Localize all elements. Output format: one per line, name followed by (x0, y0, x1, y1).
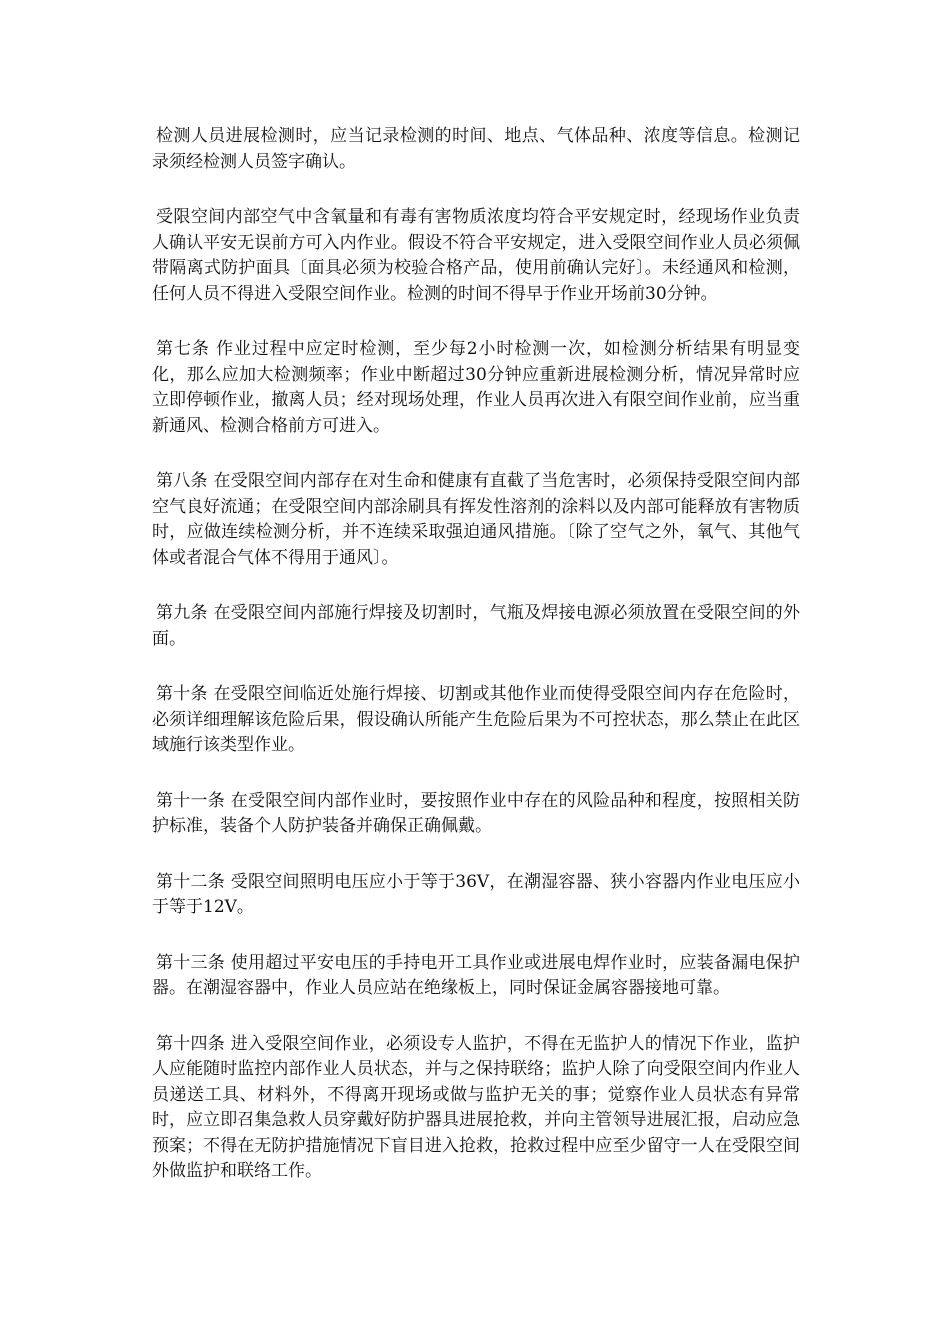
paragraph-inspection-record: 检测人员进展检测时，应当记录检测的时间、地点、气体品种、浓度等信息。检测记录须经检测人员签字确认。 (152, 126, 800, 172)
paragraph-article-13: 第十三条 使用超过平安电压的手持电开工具作业或进展电焊作业时，应装备漏电保护器。在潮湿容器中，作业人员应站在绝缘板上，同时保证金属容器接地可靠。 (152, 952, 800, 998)
paragraph-article-11: 第十一条 在受限空间内部作业时，要按照作业中存在的风险品种和程度，按照相关防护标准，装备个人防护装备并确保正确佩戴。 (152, 790, 800, 836)
paragraph-article-9: 第九条 在受限空间内部施行焊接及切割时，气瓶及焊接电源必须放置在受限空间的外面。 (152, 603, 800, 649)
document-page (152, 124, 800, 1215)
paragraph-article-7: 第七条 作业过程中应定时检测，至少每2小时检测一次，如检测分析结果有明显变化，那么应加大检测频率；作业中断超过30分钟应重新进展检测分析，情况异常时应立即停顿作业，撤离人员；经对现场处理，作业人员再次进入有限空间作业前，应当重新通风、检测合格前方可进入。 (152, 339, 800, 436)
paragraph-air-quality: 受限空间内部空气中含氧量和有毒有害物质浓度均符合平安规定时，经现场作业负责人确认平安无误前方可入内作业。假设不符合平安规定，进入受限空间作业人员必须佩带隔离式防护面具〔面具必须为校验合格产品，使用前确认完好〕。未经通风和检测，任何人员不得进入受限空间作业。检测的时间不得早于作业开场前30分钟。 (152, 207, 800, 304)
paragraph-article-14: 第十四条 进入受限空间作业，必须设专人监护，不得在无监护人的情况下作业，监护人应能随时监控内部作业人员状态，并与之保持联络；监护人除了向受限空间内作业人员递送工具、材料外，不得离开现场或做与监护无关的事；觉察作业人员状态有异常时，应立即召集急救人员穿戴好防护器具进展抢救，并向主管领导进展汇报，启动应急预案；不得在无防护措施情况下盲目进入抢救，抢救过程中应至少留守一人在受限空间外做监护和联络工作。 (152, 1033, 800, 1181)
paragraph-article-12: 第十二条 受限空间照明电压应小于等于36V，在潮湿容器、狭小容器内作业电压应小于等于12V。 (152, 871, 800, 917)
paragraph-article-8: 第八条 在受限空间内部存在对生命和健康有直截了当危害时，必须保持受限空间内部空气良好流通；在受限空间内部涂刷具有挥发性溶剂的涂料以及内部可能释放有害物质时，应做连续检测分析，并不连续采取强迫通风措施。〔除了空气之外，氧气、其他气体或者混合气体不得用于通风〕。 (152, 471, 800, 568)
paragraph-article-10: 第十条 在受限空间临近处施行焊接、切割或其他作业而使得受限空间内存在危险时，必须详细理解该危险后果，假设确认所能产生危险后果为不可控状态，那么禁止在此区域施行该类型作业。 (152, 684, 800, 755)
